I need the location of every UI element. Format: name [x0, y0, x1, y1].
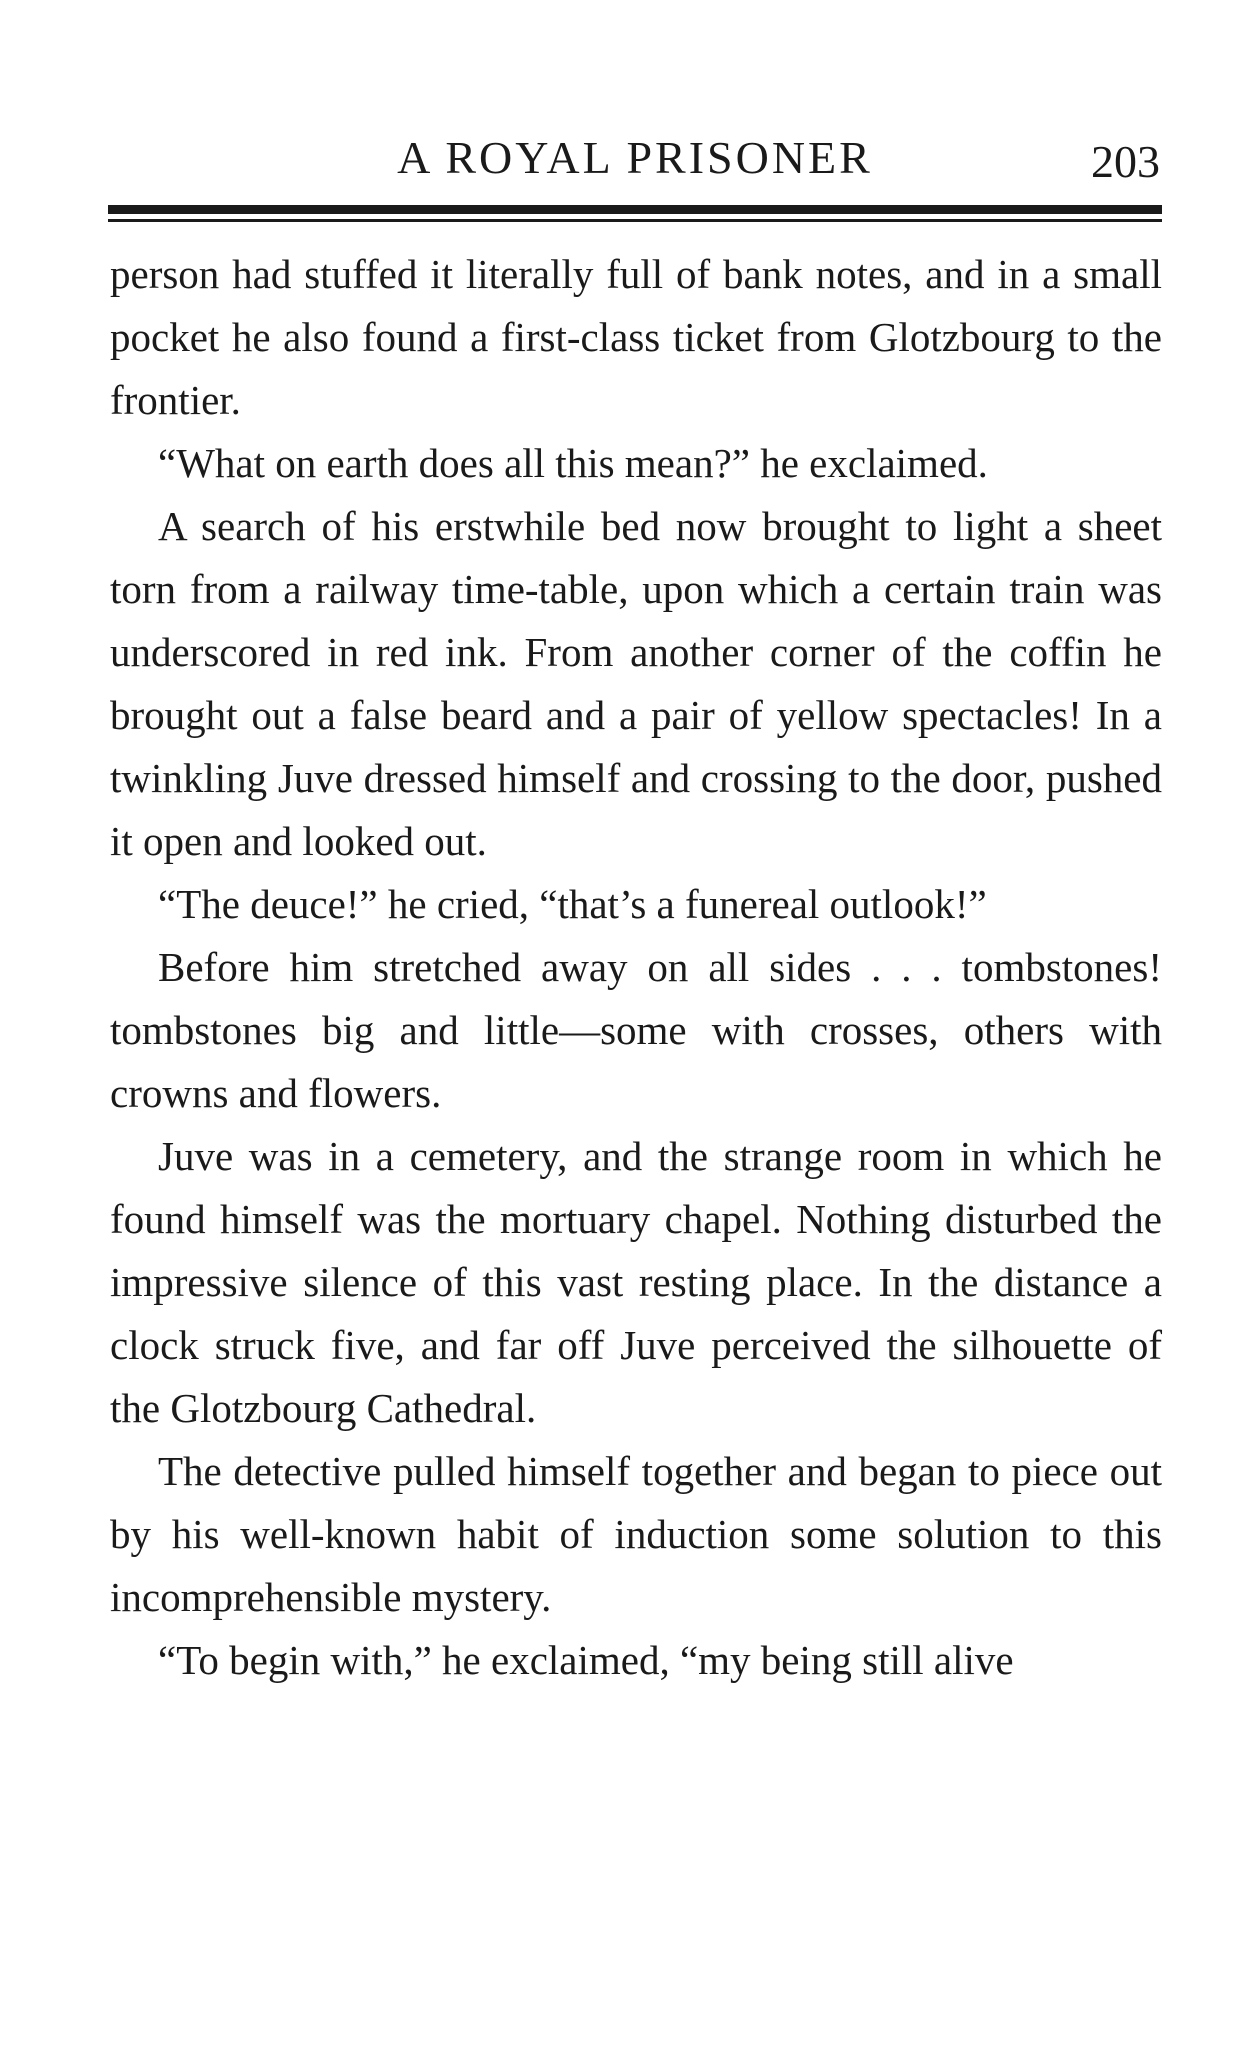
- paragraph: The detective pulled himself together and began to piece out by his well-known habit of induction some solution to this incomprehensible mystery.: [110, 1448, 1162, 1620]
- header-rule-thin: [108, 219, 1162, 222]
- paragraph: “What on earth does all this mean?” he exclaimed.: [158, 440, 988, 486]
- paragraph: Before him stretched away on all sides . . . tombstones! tombstones big and little—some with crosses, others with crowns and flowers.: [110, 944, 1162, 1116]
- paragraph: “The deuce!” he cried, “that’s a funereal outlook!”: [158, 881, 987, 927]
- paragraph: A search of his erstwhile bed now brought to light a sheet torn from a railway time-table, upon which a certain train was underscored in red ink. From another corner of the coffin he brought out a false beard and a pair of yellow spectacles! In a twinkling Juve dressed himself and crossing to the door, pushed it open and looked out.: [110, 503, 1162, 864]
- page-header: [110, 128, 1160, 188]
- paragraph-continued: person had stuffed it literally full of bank notes, and in a small pocket he also found a first-class ticket from Glotzbourg to the frontier.: [110, 251, 1162, 423]
- header-rule-thick: [108, 205, 1162, 214]
- paragraph: “To begin with,” he exclaimed, “my being still alive: [158, 1637, 1014, 1683]
- paragraph: Juve was in a cemetery, and the strange room in which he found himself was the mortuary chapel. Nothing disturbed the impressive silence of this vast resting place. In the distance a clock struck five, and far off Juve perceived the silhouette of the Glotzbourg Cathedral.: [110, 1133, 1162, 1431]
- body-text: [110, 243, 1162, 1692]
- page-number: 203: [1091, 136, 1160, 187]
- running-title: A ROYAL PRISONER: [397, 132, 873, 183]
